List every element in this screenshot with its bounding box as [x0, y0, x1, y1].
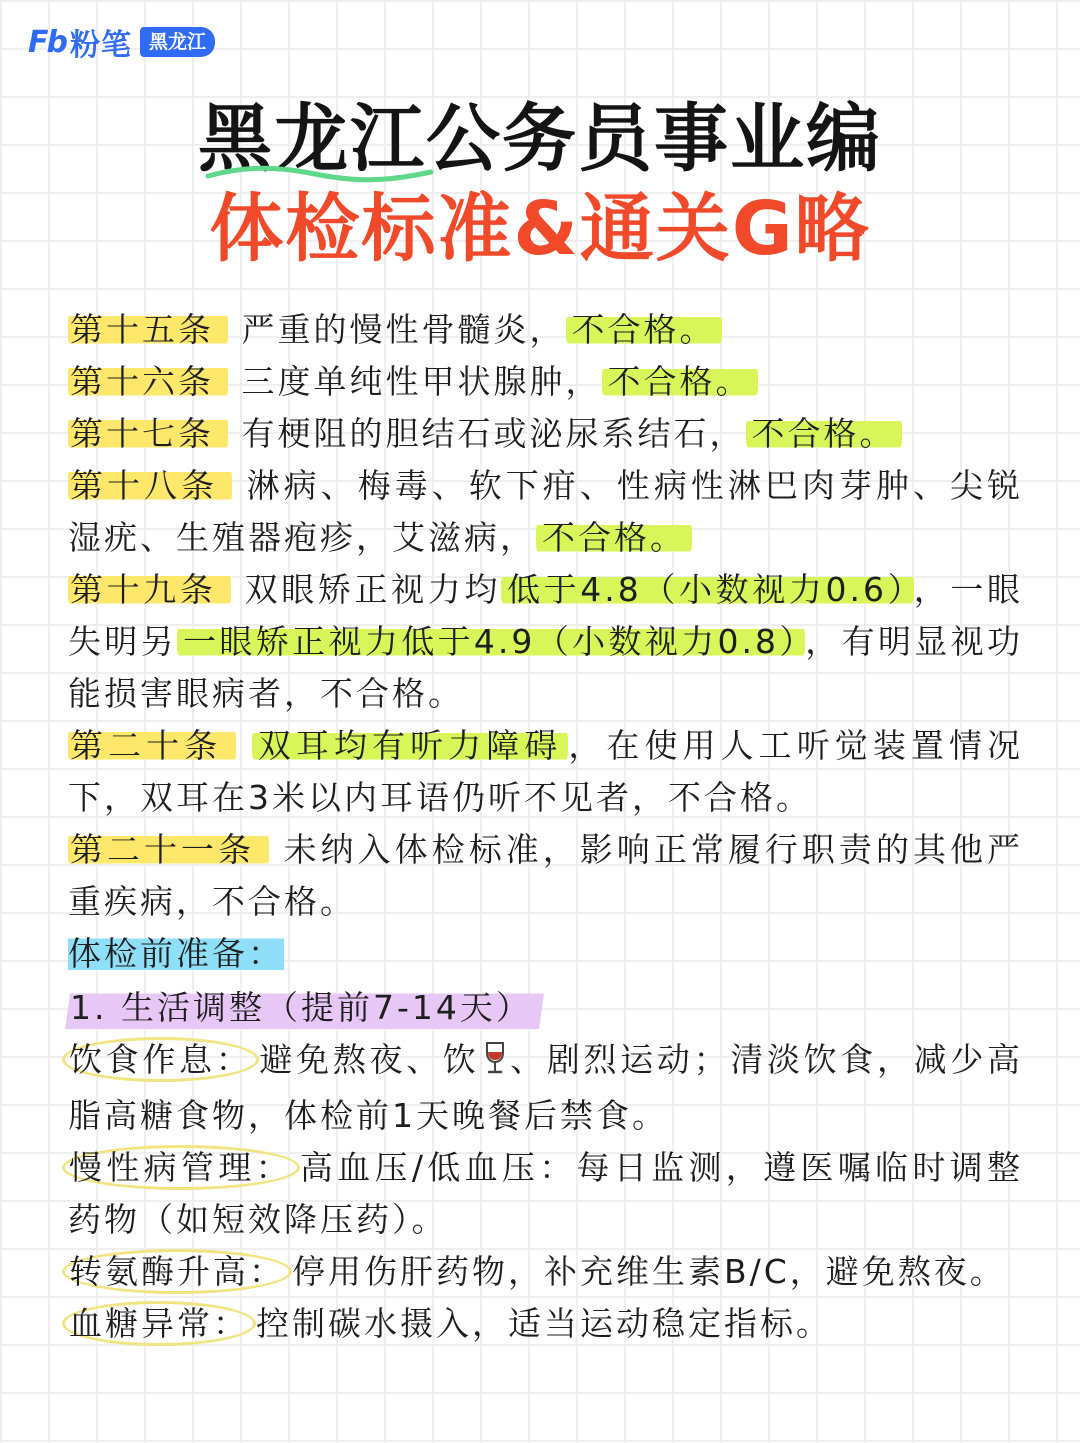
prep-item-text: 高血压/低血压：每日监测，遵医嘱临时调整药物（如短效降压药）。: [68, 1148, 1023, 1239]
region-tag: 黑龙江: [140, 27, 215, 57]
article-label: 第二十一条: [68, 830, 269, 869]
article-17: [68, 408, 1023, 460]
article-text: 三度单纯性甲状腺肿，: [241, 362, 602, 401]
article-label: 第十八条: [68, 466, 232, 505]
article-15: [68, 304, 1023, 356]
article-highlight: 低于4.8（小数视力0.6）: [501, 570, 914, 609]
article-text: ，一眼失明另: [68, 570, 1024, 661]
brand-logo: [28, 24, 215, 63]
prep-item-label: 血糖异常：: [62, 1301, 256, 1346]
article-text: ，在使用人工听觉装置情况下，双耳在3米以内耳语仍听不见者，不合格。: [68, 726, 1023, 817]
article-19: [68, 564, 1023, 720]
article-verdict: 不合格。: [602, 362, 758, 401]
prep-item-text: 、剧烈运动；清淡饮食，减少高脂高糖食物，体检前1天晚餐后禁食。: [68, 1040, 1024, 1135]
article-text: 双眼矫正视力均: [244, 570, 502, 609]
prep-item-label: 转氨酶升高：: [62, 1249, 292, 1294]
article-verdict: 不合格。: [746, 414, 902, 453]
prep-subheading: 1. 生活调整（提前7-14天）: [70, 988, 532, 1027]
wine-glass-icon: [484, 1038, 506, 1090]
prep-item-chronic: [68, 1142, 1023, 1246]
prep-item-text: 控制碳水摄入，适当运动稳定指标。: [256, 1304, 832, 1343]
article-label: 第十五条: [68, 310, 228, 349]
page-title: 黑龙江公务员事业编: [198, 96, 882, 182]
article-18: [68, 460, 1023, 564]
prep-item-text: 避免熬夜、饮: [259, 1040, 480, 1079]
article-label: 第十九条: [68, 570, 231, 609]
article-21: [68, 824, 1023, 928]
logo-wordmark: 粉笔: [69, 28, 132, 63]
article-20: [68, 720, 1023, 824]
article-text: 淋病、梅毒、软下疳、性病性淋巴肉芽肿、尖锐湿疣、生殖器疱疹，艾滋病，: [68, 466, 1024, 557]
article-verdict: 不合格。: [536, 518, 692, 557]
article-highlight: 一眼矫正视力低于4.9（小数视力0.8）: [177, 622, 805, 661]
article-text: ，有明显视功能损害眼病者，不合格。: [68, 622, 1024, 713]
prep-item-text: 停用伤肝药物，补充维生素B/C，避免熬夜。: [292, 1252, 1006, 1291]
article-text: 未纳入体检标准，影响正常履行职责的其他严重疾病，不合格。: [68, 830, 1024, 921]
prep-item-label: 慢性病管理：: [62, 1145, 300, 1190]
page-subtitle: 体检标准&通关G略: [209, 186, 871, 272]
prep-item-glucose: [68, 1298, 1023, 1350]
article-text: 有梗阻的胆结石或泌尿系结石，: [241, 414, 746, 453]
article-label: 第二十条: [68, 726, 236, 765]
article-label: 第十六条: [68, 362, 228, 401]
prep-heading: 体检前准备：: [68, 934, 284, 973]
prep-subheading-row: [68, 982, 1023, 1034]
article-text: 严重的慢性骨髓炎，: [241, 310, 566, 349]
prep-heading-row: [68, 928, 1023, 980]
prep-item-liver: [68, 1246, 1023, 1298]
article-16: [68, 356, 1023, 408]
article-verdict: 不合格。: [566, 310, 722, 349]
article-content: [68, 304, 1023, 1350]
article-highlight: 双耳均有听力障碍: [252, 726, 569, 765]
squiggle-underline-icon: [205, 162, 435, 184]
prep-item-label: 饮食作息：: [62, 1037, 259, 1082]
prep-subheading-highlight: [64, 982, 545, 1034]
logo-fb-mark: Fb: [28, 24, 66, 60]
prep-item-diet: [68, 1034, 1023, 1142]
article-label: 第十七条: [68, 414, 228, 453]
